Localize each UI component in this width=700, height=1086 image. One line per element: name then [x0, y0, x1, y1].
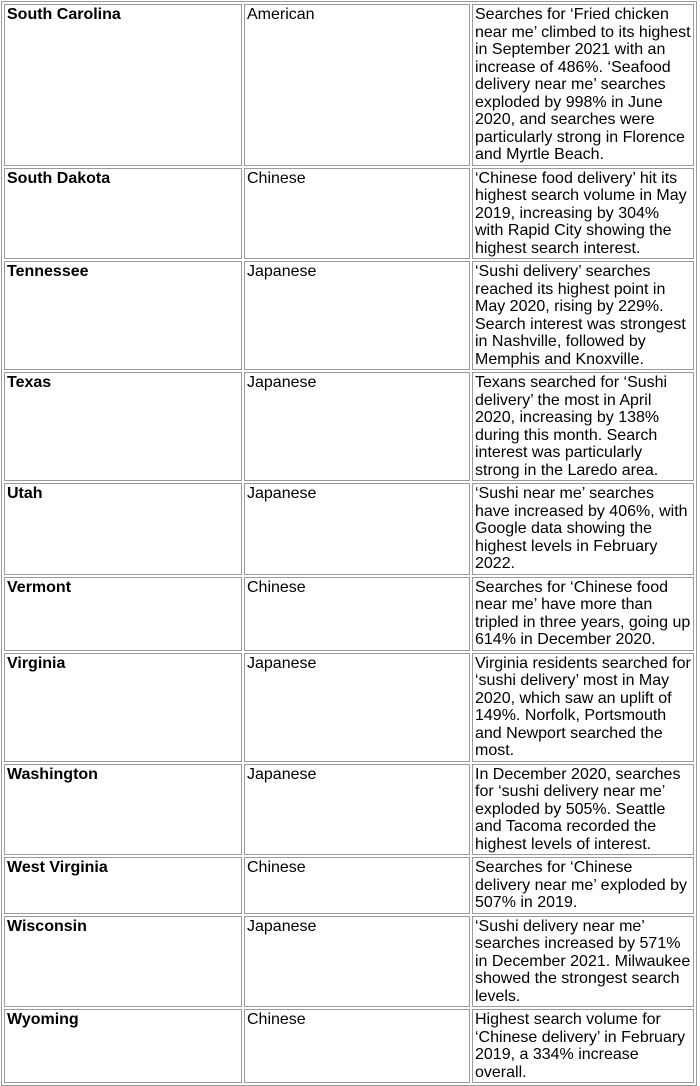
table-row	[4, 4, 694, 166]
table-row	[4, 653, 694, 762]
table-row	[4, 577, 694, 651]
description-cell: ‘Chinese food delivery’ hit its highest search volume in May 2019, increasing by 304% with Rapid City showing the highest search interest.	[472, 168, 694, 260]
table-row	[4, 916, 694, 1008]
cuisine-cell: Japanese	[244, 916, 470, 1008]
description-cell: ‘Sushi delivery’ searches reached its highest point in May 2020, rising by 229%. Search interest was strongest in Nashville, followed by Memphis and Knoxville.	[472, 261, 694, 370]
state-cell: Washington	[4, 764, 242, 856]
cuisine-cell: Japanese	[244, 764, 470, 856]
state-cell: Utah	[4, 483, 242, 575]
description-cell: Highest search volume for ‘Chinese delivery’ in February 2019, a 334% increase overall.	[472, 1009, 694, 1083]
cuisine-cell: Chinese	[244, 1009, 470, 1083]
state-cuisine-table	[1, 1, 697, 1086]
state-cell: Texas	[4, 372, 242, 481]
description-cell: Searches for ‘Chinese food near me’ have more than tripled in three years, going up 614% in December 2020.	[472, 577, 694, 651]
description-cell: Virginia residents searched for ‘sushi delivery’ most in May 2020, which saw an uplift of 149%. Norfolk, Portsmouth and Newport searched the most.	[472, 653, 694, 762]
table-body	[4, 4, 694, 1083]
description-cell: Texans searched for ‘Sushi delivery’ the most in April 2020, increasing by 138% during this month. Search interest was particularly strong in the Laredo area.	[472, 372, 694, 481]
cuisine-cell: Japanese	[244, 653, 470, 762]
cuisine-cell: Chinese	[244, 168, 470, 260]
table-row	[4, 857, 694, 914]
state-cell: Vermont	[4, 577, 242, 651]
description-cell: Searches for ‘Chinese delivery near me’ exploded by 507% in 2019.	[472, 857, 694, 914]
table-row	[4, 1009, 694, 1083]
table-row	[4, 764, 694, 856]
cuisine-cell: Chinese	[244, 577, 470, 651]
cuisine-cell: Japanese	[244, 261, 470, 370]
description-cell: Searches for ‘Fried chicken near me’ climbed to its highest in September 2021 with an increase of 486%. ‘Seafood delivery near me’ searches exploded by 998% in June 2020, and searches were particularly strong in Florence and Myrtle Beach.	[472, 4, 694, 166]
cuisine-cell: Japanese	[244, 483, 470, 575]
table-row	[4, 168, 694, 260]
state-cell: South Carolina	[4, 4, 242, 166]
table-row	[4, 372, 694, 481]
cuisine-cell: Japanese	[244, 372, 470, 481]
cuisine-cell: Chinese	[244, 857, 470, 914]
state-cell: Wyoming	[4, 1009, 242, 1083]
state-cell: Tennessee	[4, 261, 242, 370]
description-cell: ‘Sushi delivery near me’ searches increased by 571% in December 2021. Milwaukee showed the strongest search levels.	[472, 916, 694, 1008]
state-cell: Virginia	[4, 653, 242, 762]
cuisine-cell: American	[244, 4, 470, 166]
table-row	[4, 483, 694, 575]
state-cell: West Virginia	[4, 857, 242, 914]
state-cell: South Dakota	[4, 168, 242, 260]
description-cell: In December 2020, searches for ‘sushi delivery near me’ exploded by 505%. Seattle and Tacoma recorded the highest levels of interest.	[472, 764, 694, 856]
state-cell: Wisconsin	[4, 916, 242, 1008]
description-cell: ‘Sushi near me’ searches have increased by 406%, with Google data showing the highest levels in February 2022.	[472, 483, 694, 575]
table-row	[4, 261, 694, 370]
